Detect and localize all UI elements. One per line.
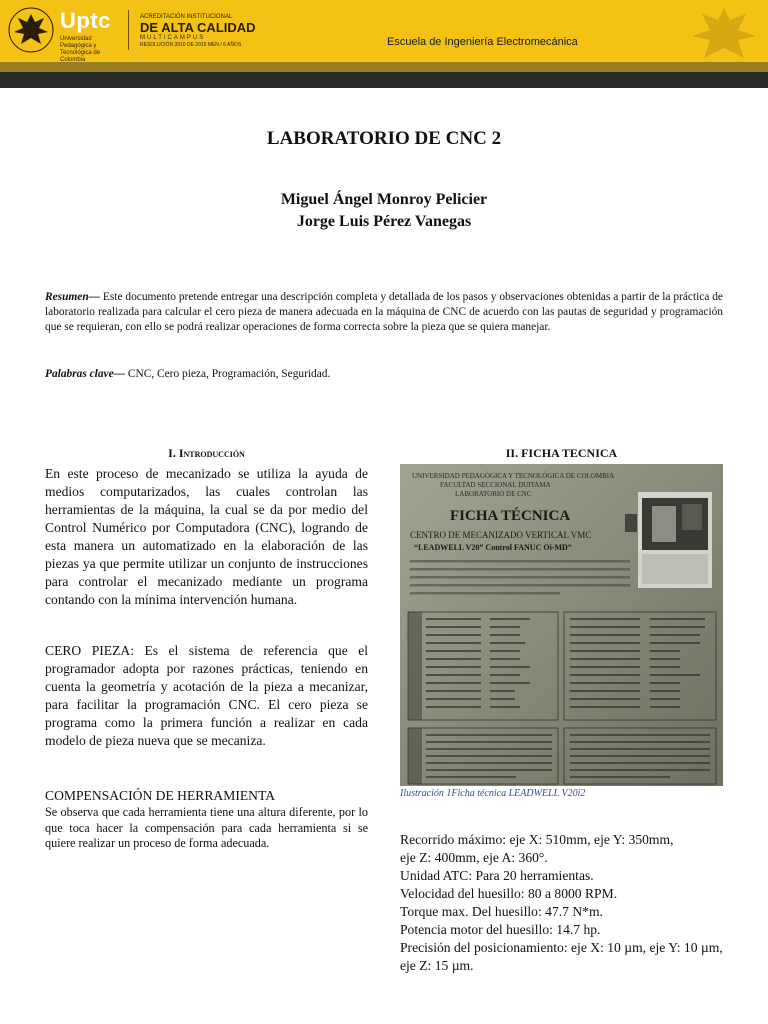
keywords-label: Palabras clave— — [45, 368, 126, 380]
machine-illustration — [625, 492, 712, 588]
brand-subtitle: Universidad Pedagógica y Tecnológica de Colombia — [60, 36, 101, 63]
photo-faculty: FACULTAD SECCIONAL DUITAMA — [440, 481, 551, 489]
spec-list — [400, 831, 723, 975]
spec-line-4: Velocidad del huesillo: 80 a 8000 RPM. — [400, 886, 618, 901]
spec-line-7: Precisión del posicionamiento: eje X: 10 µm, eje Y: 10 µm, eje Z: 15 µm. — [400, 940, 723, 973]
accreditation-line3: MULTICAMPUS — [140, 35, 206, 41]
abstract-text: Este documento pretende entregar una descripción completa y detallada de los pasos y observaciones obtenidas a partir de la práctica de laboratorio realizada para calcular el cero pieza de manera adecuada en la máquina de CNC de acuerdo con las pautas de seguridad y programación que se requieran, con ello se podrá realizar operaciones de forma correcta sobre la pieza que se quiera manejar. — [45, 291, 723, 333]
keywords-text: CNC, Cero pieza, Programación, Seguridad. — [125, 368, 331, 380]
abstract-label: Resumen— — [45, 291, 101, 303]
photo-sub1: CENTRO DE MECANIZADO VERTICAL VMC — [410, 530, 592, 540]
section-1-heading — [45, 446, 368, 461]
technical-sheet-photo — [400, 464, 723, 786]
document-title: LABORATORIO DE CNC 2 — [266, 128, 502, 149]
photo-university: UNIVERSIDAD PEDAGÓGICA Y TECNOLÓGICA DE COLOMBIA — [412, 472, 615, 480]
brand-logo-text: Uptc — [60, 8, 111, 33]
spec-line-6: Potencia motor del huesillo: 14.7 hp. — [400, 922, 601, 937]
abstract — [45, 290, 723, 335]
header-divider — [128, 10, 129, 50]
section-2-number: II. — [505, 446, 519, 460]
tool-compensation-heading: COMPENSACIÓN DE HERRAMIENTA — [45, 788, 276, 803]
section-1-title: Introducción — [178, 446, 245, 460]
spec-line-3: Unidad ATC: Para 20 herramientas. — [400, 868, 594, 883]
accreditation-block — [140, 14, 256, 48]
intro-paragraph: En este proceso de mecanizado se utiliza la ayuda de medios computarizados, las cuales controlan las herramientas de la máquina, la cual se da por medio del Control Numérico por Computadora (CNC), logrando de esta manera un automatizado en la elaboración de las piezas ya que permite utilizar un conjunto de instrucciones para controlar el mecanizado mediante un programa contando con la mínima intervención humana. — [45, 466, 368, 607]
section-2-heading — [400, 446, 723, 461]
accreditation-line2: DE ALTA CALIDAD — [140, 20, 256, 35]
crest-watermark-icon — [686, 4, 762, 68]
photo-heading: FICHA TÉCNICA — [450, 508, 571, 524]
school-name: Escuela de Ingeniería Electromecánica — [387, 36, 578, 48]
section-1-number: I. — [168, 446, 176, 460]
photo-sub2: “LEADWELL V20” Control FANUC Oi-MD” — [414, 543, 572, 552]
tool-compensation-paragraph: Se observa que cada herramienta tiene una altura diferente, por lo que toca hacer la compensación para cada herramienta si se quiere realizar un proceso de forma adecuada. — [45, 805, 368, 850]
author-1: Miguel Ángel Monroy Pelicier — [280, 191, 488, 208]
section-2-title: FICHA TECNICA — [521, 446, 618, 460]
keywords — [45, 368, 723, 380]
spec-line-2: eje Z: 400mm, eje A: 360°. — [400, 850, 548, 865]
accreditation-line4: RESOLUCIÓN 3910 DE 2015 MEN / 6 AÑOS — [140, 42, 242, 48]
accreditation-line1: ACREDITACIÓN INSTITUCIONAL — [140, 14, 233, 20]
spec-line-5: Torque max. Del huesillo: 47.7 N*m. — [400, 904, 603, 919]
spec-line-1: Recorrido máximo: eje X: 510mm, eje Y: 350mm, — [400, 832, 674, 847]
figure-caption: Ilustración 1Ficha técnica LEADWELL V20i2 — [400, 788, 586, 799]
photo-lab: LABORATORIO DE CNC — [455, 490, 532, 498]
author-2: Jorge Luis Pérez Vanegas — [296, 213, 472, 230]
eagle-crest-icon — [6, 6, 56, 54]
cero-pieza-paragraph: CERO PIEZA: Es el sistema de referencia que el programador adopta por razones prácticas, teniendo en cuenta la geometría y acotación de la pieza a mecanizar, para facilitar la programación CNC. El cero pieza se programa como la primera función a realizar en cada modelo de pieza nueva que se mecaniza. — [45, 643, 368, 748]
